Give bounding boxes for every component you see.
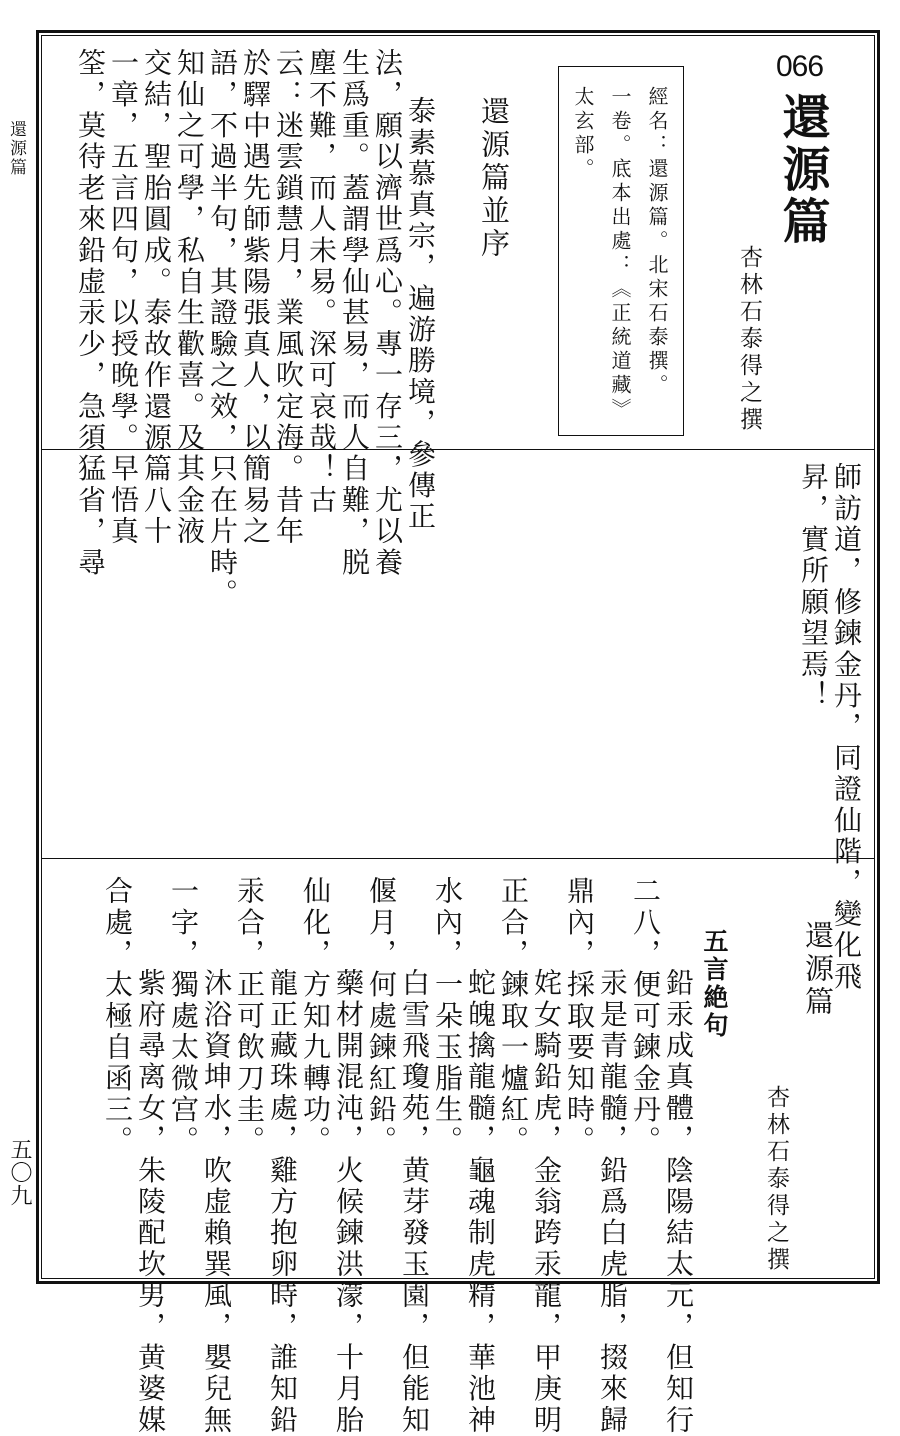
- preface-line: 塵不難，而人未易。深可哀哉！古: [305, 48, 338, 516]
- author-line: 杏林石泰得之撰: [736, 245, 762, 434]
- preface-line: 泰素慕真宗，遍游勝境，參傳正: [404, 96, 437, 533]
- preface-line: 交結，聖胎圓成。泰故作還源篇八十: [140, 48, 173, 548]
- poem-line: 紫府尋离女，朱陵配坎男，黄婆媒: [134, 968, 167, 1436]
- page-number: 五〇九: [7, 1138, 32, 1207]
- preface-continued-line: 師訪道，修鍊金丹，同證仙階，變化飛: [830, 462, 863, 993]
- poem-line: 白雪飛瓊苑，黄芽發玉園，但能知: [398, 968, 431, 1436]
- preface-line: 筌，莫待老來鉛虚汞少，急須猛省，尋: [74, 48, 107, 579]
- poem-line: 水內，一朵玉脂生。: [431, 876, 464, 1157]
- poem-form-heading: 五言絶句: [700, 928, 729, 1040]
- preface-line: 法，願以濟世爲心。專一存三，尤以養: [371, 48, 404, 579]
- poem-line: 偃月，何處鍊紅鉛。: [365, 876, 398, 1157]
- preface-continued-line: 昇，實所願望焉！: [797, 462, 830, 712]
- running-book-title: 還源篇: [6, 120, 26, 177]
- poem-line: 二八，便可鍊金丹。: [629, 876, 662, 1157]
- poem-line: 汞是青龍髓，鉛爲白虎脂，掇來歸: [596, 968, 629, 1436]
- preface-line: 知仙之可學，私自生歡喜。及其金液: [173, 48, 206, 548]
- poem-line: 沐浴資坤水，吹虚賴巽風，嬰兒無: [200, 968, 233, 1436]
- section-number: 066: [776, 50, 824, 83]
- poem-line: 鼎內，採取要知時。: [563, 876, 596, 1157]
- info-line: 一卷。底本出處：《正統道藏》: [608, 86, 632, 422]
- poem-line: 汞合，正可飲刀圭。: [233, 876, 266, 1157]
- author-line: 杏林石泰得之撰: [763, 1085, 789, 1274]
- poem-line: 姹女騎鉛虎，金翁跨汞龍，甲庚明: [530, 968, 563, 1436]
- poem-line: 蛇魄擒龍髓，龜魂制虎精，華池神: [464, 968, 497, 1436]
- poem-line: 合處，太極自函三。: [101, 876, 134, 1157]
- info-line: 太玄部。: [571, 86, 595, 182]
- preface-line: 語，不過半句，其證驗之效，只在片時。: [206, 48, 239, 610]
- poem-line: 鉛汞成真體，陰陽結太元，但知行: [662, 968, 695, 1436]
- poem-line: 藥材開混沌，火候鍊洪濛，十月胎: [332, 968, 365, 1436]
- poem-line: 一字，獨處太微宫。: [167, 876, 200, 1157]
- preface-line: 云：迷雲鎖慧月，業風吹定海。昔年: [272, 48, 305, 548]
- poem-line: 龍正藏珠處，雞方抱卵時，誰知鉛: [266, 968, 299, 1436]
- preface-heading: 還源篇並序: [477, 96, 511, 261]
- poem-line: 正合，鍊取一爐紅。: [497, 876, 530, 1157]
- text-title: 還源篇: [774, 92, 830, 248]
- preface-line: 於驛中遇先師紫陽張真人，以簡易之: [239, 48, 272, 548]
- info-line: 經名：還源篇。北宋石泰撰。: [645, 86, 669, 398]
- section-divider-lower: [41, 858, 875, 859]
- poem-line: 仙化，方知九轉功。: [299, 876, 332, 1157]
- poem-collection-title: 還源篇: [801, 920, 835, 1019]
- preface-line: 一章，五言四句，以授晚學。早悟真: [107, 48, 140, 548]
- preface-line: 生爲重。蓋謂學仙甚易，而人自難，脱: [338, 48, 371, 579]
